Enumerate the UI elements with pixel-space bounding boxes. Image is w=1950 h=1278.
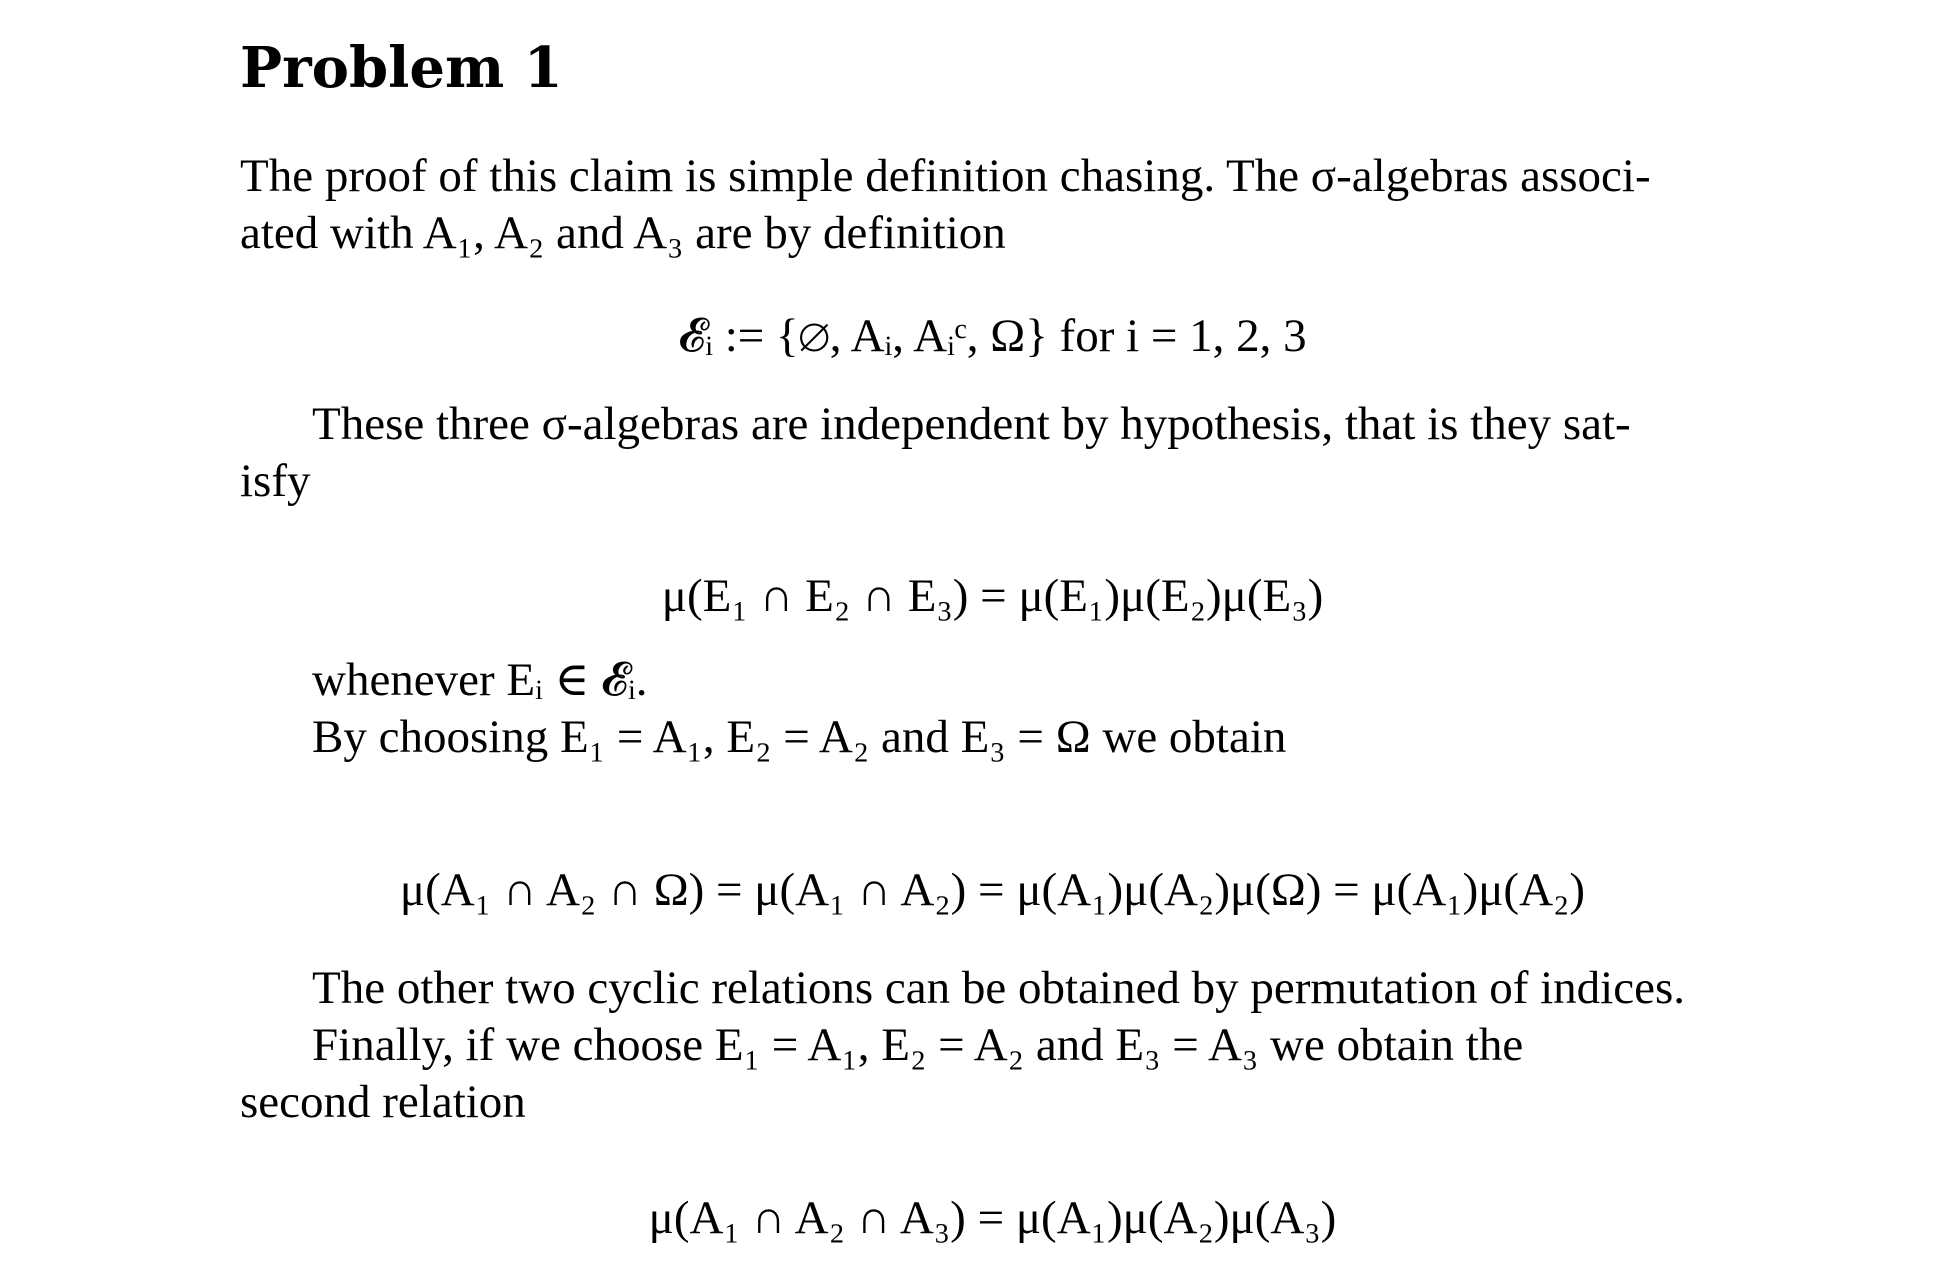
document-page bbox=[240, 0, 1745, 1278]
equation-triple: μ(A₁ ∩ A₂ ∩ A₃) = μ(A₁)μ(A₂)μ(A₃) bbox=[648, 1192, 1337, 1244]
paragraph-intro-line-2: ated with A₁, A₂ and A₃ are by definition bbox=[240, 207, 1006, 259]
line-choosing: By choosing E₁ = A₁, E₂ = A₂ and E₃ = Ω we obtain bbox=[312, 711, 1287, 763]
section-heading: Problem 1 bbox=[240, 35, 563, 101]
paragraph-independence-line-2: isfy bbox=[240, 455, 311, 507]
paragraph-independence-line-1: These three σ-algebras are independent by hypothesis, that is they sat- bbox=[312, 398, 1631, 450]
paragraph-finally bbox=[240, 1017, 1745, 1131]
paragraph-independence bbox=[240, 396, 1745, 510]
line-cyclic-relations: The other two cyclic relations can be obtained by permutation of indices. bbox=[312, 962, 1685, 1014]
paragraph-finally-line-1: Finally, if we choose E₁ = A₁, E₂ = A₂ and E₃ = A₃ we obtain the bbox=[312, 1019, 1524, 1071]
paragraph-intro-line-1: The proof of this claim is simple definition chasing. The σ-algebras associ- bbox=[240, 150, 1651, 202]
equation-sigma-algebra-definition: 𝓔ᵢ := {∅, Aᵢ, Aᵢᶜ, Ω} for i = 1, 2, 3 bbox=[678, 310, 1307, 362]
equation-pairwise: μ(A₁ ∩ A₂ ∩ Ω) = μ(A₁ ∩ A₂) = μ(A₁)μ(A₂)μ(Ω) = μ(A₁)μ(A₂) bbox=[399, 864, 1586, 916]
line-whenever: whenever Eᵢ ∈ 𝓔ᵢ. bbox=[312, 654, 648, 706]
paragraph-finally-line-2: second relation bbox=[240, 1076, 526, 1128]
paragraph-intro bbox=[240, 148, 1745, 262]
equation-independence: μ(E₁ ∩ E₂ ∩ E₃) = μ(E₁)μ(E₂)μ(E₃) bbox=[661, 570, 1324, 622]
